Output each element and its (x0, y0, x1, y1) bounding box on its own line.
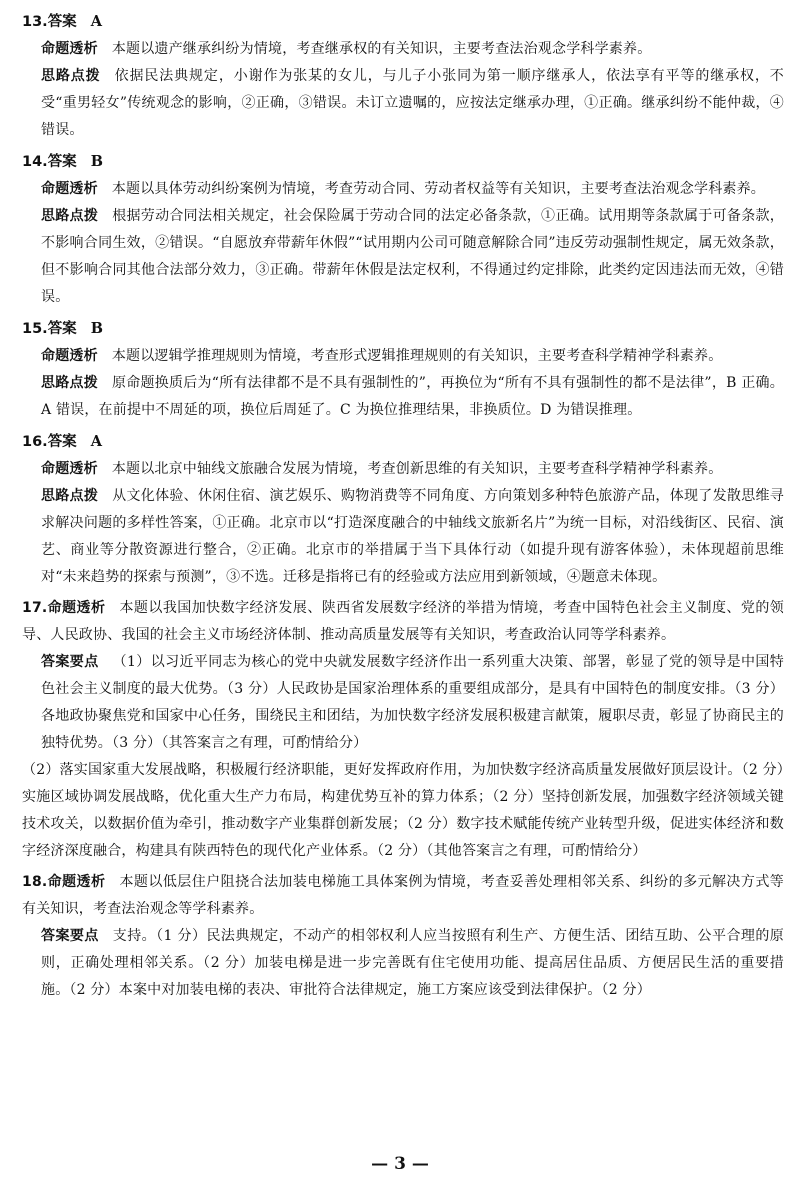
analysis-text: 本题以北京中轴线文旅融合发展为情境，考查创新思维的有关知识，主要考查科学精神学科素养。 (111, 461, 723, 477)
document-page (22, 8, 784, 1008)
hint-text: 原命题换质后为“所有法律都不是不具有强制性的”，再换位为“所有不具有强制性的都不是法律”，B 正确。A 错误，在前提中不周延的项，换位后周延了。C 为换位推理结果，非换质位。D 为错误推理。 (41, 375, 784, 418)
analysis-text: 本题以低层住户阻挠合法加装电梯施工具体案例为情境，考查妥善处理相邻关系、纠纷的多元解决方式等有关知识，考查法治观念等学科素养。 (22, 874, 784, 917)
question-13-header (22, 8, 784, 36)
analysis-label: 命题透析 (47, 874, 106, 890)
hint-text: 根据劳动合同法相关规定，社会保险属于劳动合同的法定必备条款，①正确。试用期等条款属于可备条款，不影响合同生效，②错误。“自愿放弃带薪年休假”“试用期内公司可随意解除合同”违反劳动强制性规定，属无效条款，但不影响合同其他合法部分效力，③正确。带薪年休假是法定权利，不得通过约定排除，此类约定因违法而无效，④错误。 (41, 208, 784, 305)
answer-label: 答案 (47, 13, 77, 30)
answer-value: A (90, 433, 102, 450)
answer-label: 答案 (47, 320, 77, 337)
question-16 (22, 428, 784, 591)
key-points-label: 答案要点 (41, 928, 99, 944)
hint-label: 思路点拨 (41, 375, 99, 391)
question-16-header (22, 428, 784, 456)
question-17 (22, 595, 784, 865)
analysis-label: 命题透析 (47, 600, 106, 616)
question-number: 15. (22, 321, 48, 337)
key-points-text: （2）落实国家重大发展战略，积极履行经济职能，更好发挥政府作用，为加快数字经济高质量发展做好顶层设计。（2 分）实施区域协调发展战略，优化重大生产力布局，构建优势互补的算力体系；（2 分）坚持创新发展，加强数字经济领域关键技术攻关，以数据价值为牵引，推动数字产业集群创新发展；（2 分）数字技术赋能传统产业转型升级，促进实体经济和数字经济深度融合，构建具有陕西特色的现代化产业体系。（2 分）（其他答案言之有理，可酌情给分） (22, 762, 784, 859)
question-15 (22, 315, 784, 424)
hint-paragraph (22, 370, 784, 424)
key-points-label: 答案要点 (41, 654, 99, 670)
analysis-label: 命题透析 (41, 181, 98, 197)
question-15-header (22, 315, 784, 343)
answer-value: B (90, 153, 103, 170)
question-number: 16. (22, 434, 48, 450)
question-number: 13. (22, 14, 48, 30)
analysis-paragraph (22, 343, 784, 370)
key-points-paragraph-2 (22, 757, 784, 865)
analysis-label: 命题透析 (41, 461, 98, 477)
hint-label: 思路点拨 (41, 68, 101, 84)
question-number: 18. (22, 874, 48, 890)
page-number: — 3 — (371, 1154, 429, 1174)
question-18 (22, 869, 784, 1004)
question-13 (22, 8, 784, 144)
analysis-paragraph (22, 176, 784, 203)
question-number: 14. (22, 154, 48, 170)
hint-paragraph (22, 203, 784, 311)
hint-label: 思路点拨 (41, 488, 99, 504)
key-points-paragraph (22, 649, 784, 757)
hint-label: 思路点拨 (41, 208, 99, 224)
question-14 (22, 148, 784, 311)
question-number: 17. (22, 600, 48, 616)
key-points-text: 支持。（1 分）民法典规定，不动产的相邻权利人应当按照有利生产、方便生活、团结互助、公平合理的原则，正确处理相邻关系。（2 分）加装电梯是进一步完善既有住宅使用功能、提高居住品质、方便居民生活的重要措施。（2 分）本案中对加装电梯的表决、审批符合法律规定，施工方案应该受到法律保护。（2 分） (41, 928, 784, 998)
key-points-text: （1）以习近平同志为核心的党中央就发展数字经济作出一系列重大决策、部署，彰显了党的领导是中国特色社会主义制度的最大优势。（3 分）人民政协是国家治理体系的重要组成部分，是具有中国特色的制度安排。（3 分）各地政协聚焦党和国家中心任务，围绕民主和团结，为加快数字经济发展积极建言献策，履职尽责，彰显了协商民主的独特优势。（3 分）（其答案言之有理，可酌情给分） (41, 654, 784, 751)
analysis-paragraph (22, 456, 784, 483)
answer-value: A (90, 13, 102, 30)
answer-value: B (90, 320, 103, 337)
hint-text: 从文化体验、休闲住宿、演艺娱乐、购物消费等不同角度、方向策划多种特色旅游产品，体现了发散思维寻求解决问题的多样性答案，①正确。北京市以“打造深度融合的中轴线文旅新名片”为统一目标，对沿线街区、民宿、演艺、商业等分散资源进行整合，②正确。北京市的举措属于当下具体行动（如提升现有游客体验），未体现超前思维对“未来趋势的探索与预测”，③不选。迁移是指将已有的经验或方法应用到新领域，④题意未体现。 (41, 488, 784, 585)
analysis-text: 本题以我国加快数字经济发展、陕西省发展数字经济的举措为情境，考查中国特色社会主义制度、党的领导、人民政协、我国的社会主义市场经济体制、推动高质量发展等有关知识，考查政治认同等学科素养。 (22, 600, 784, 643)
question-14-header (22, 148, 784, 176)
answer-label: 答案 (47, 433, 77, 450)
answer-label: 答案 (47, 153, 77, 170)
key-points-paragraph (22, 923, 784, 1004)
analysis-paragraph (22, 36, 784, 63)
analysis-text: 本题以遗产继承纠纷为情境，考查继承权的有关知识，主要考查法治观念学科学素养。 (111, 41, 652, 57)
analysis-label: 命题透析 (41, 41, 98, 57)
hint-paragraph (22, 63, 784, 144)
analysis-label: 命题透析 (41, 348, 98, 364)
analysis-text: 本题以逻辑学推理规则为情境，考查形式逻辑推理规则的有关知识，主要考查科学精神学科素养。 (111, 348, 723, 364)
hint-paragraph (22, 483, 784, 591)
analysis-paragraph (22, 869, 784, 923)
analysis-text: 本题以具体劳动纠纷案例为情境，考查劳动合同、劳动者权益等有关知识，主要考查法治观念学科素养。 (111, 181, 766, 197)
hint-text: 依据民法典规定，小谢作为张某的女儿，与儿子小张同为第一顺序继承人，依法享有平等的继承权，不受“重男轻女”传统观念的影响，②正确，③错误。未订立遗嘱的，应按法定继承办理，①正确。继承纠纷不能仲裁，④错误。 (41, 68, 784, 138)
analysis-paragraph (22, 595, 784, 649)
